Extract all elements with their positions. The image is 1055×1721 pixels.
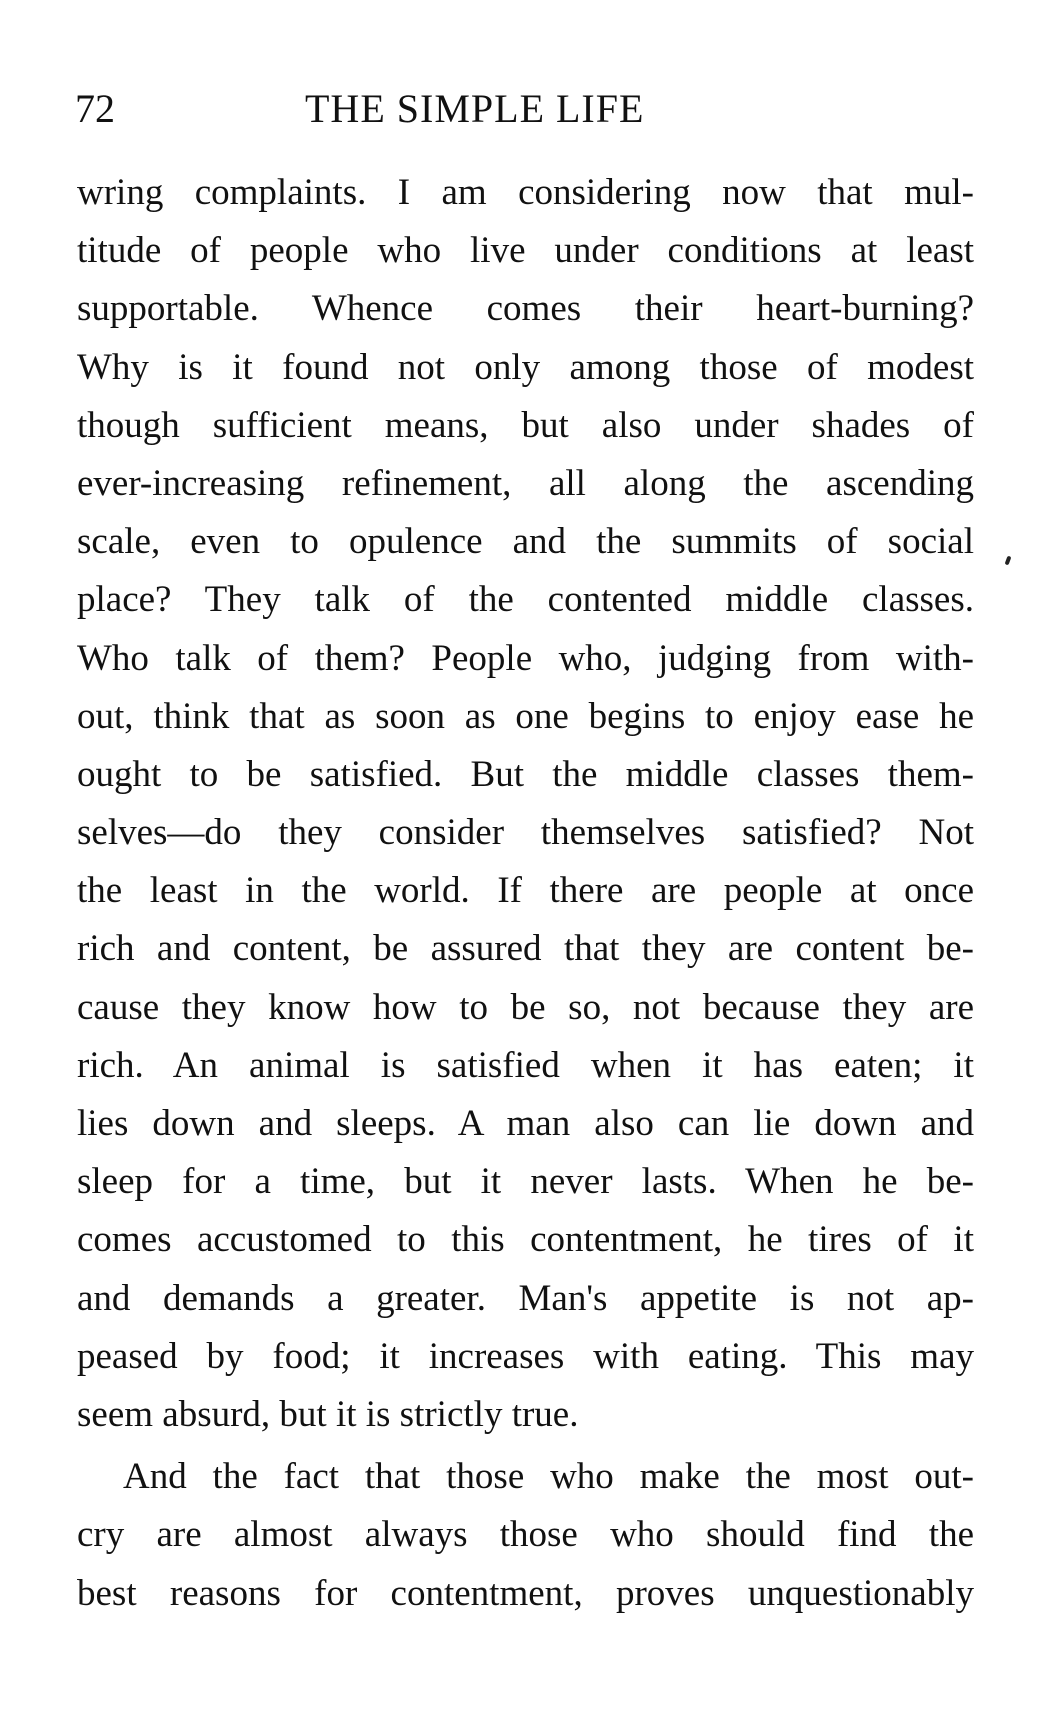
text-line: rich and content, be assured that they are content be-: [77, 928, 974, 970]
text-line: the least in the world. If there are people at once: [77, 870, 974, 912]
paragraph-1: [77, 164, 974, 1444]
text-line: Who talk of them? People who, judging from with-: [77, 637, 974, 679]
running-head: [75, 84, 975, 134]
text-line: place? They talk of the contented middle classes.: [77, 579, 974, 621]
text-line: lies down and sleeps. A man also can lie down and: [77, 1103, 974, 1144]
page-number: 72: [75, 86, 115, 131]
text-line: titude of people who live under conditions at least: [77, 230, 974, 272]
text-line: cry are almost always those who should find the: [77, 1514, 974, 1556]
text-line: ever-increasing refinement, all along the ascending: [77, 462, 974, 504]
text-line: Why is it found not only among those of modest: [77, 346, 974, 388]
body-text: [77, 164, 974, 1623]
text-line: ought to be satisfied. But the middle classes them-: [77, 753, 974, 795]
text-line: cause they know how to be so, not because they are: [77, 986, 974, 1028]
text-line: though sufficient means, but also under shades of: [77, 404, 974, 446]
text-line: seem absurd, but it is strictly true.: [77, 1393, 579, 1435]
text-line: selves—do they consider themselves satisfied? Not: [77, 812, 974, 854]
text-line: supportable. Whence comes their heart-burning?: [77, 288, 974, 330]
text-line: scale, even to opulence and the summits of social: [77, 521, 974, 563]
text-line: And the fact that those who make the most out-: [123, 1456, 974, 1498]
running-title: THE SIMPLE LIFE: [305, 86, 645, 131]
text-line: peased by food; it increases with eating. This may: [77, 1335, 974, 1377]
text-line: rich. An animal is satisfied when it has eaten; it: [77, 1044, 974, 1086]
paragraph-2: [77, 1448, 974, 1623]
text-line: sleep for a time, but it never lasts. When he be-: [77, 1161, 974, 1203]
text-line: comes accustomed to this contentment, he tires of it: [77, 1219, 974, 1261]
text-line: best reasons for contentment, proves unquestionably: [77, 1572, 974, 1614]
text-line: and demands a greater. Man's appetite is not ap-: [77, 1277, 974, 1319]
margin-speck: [1005, 556, 1012, 566]
text-line: wring complaints. I am considering now that mul-: [77, 172, 974, 213]
text-line: out, think that as soon as one begins to enjoy ease he: [77, 695, 974, 737]
